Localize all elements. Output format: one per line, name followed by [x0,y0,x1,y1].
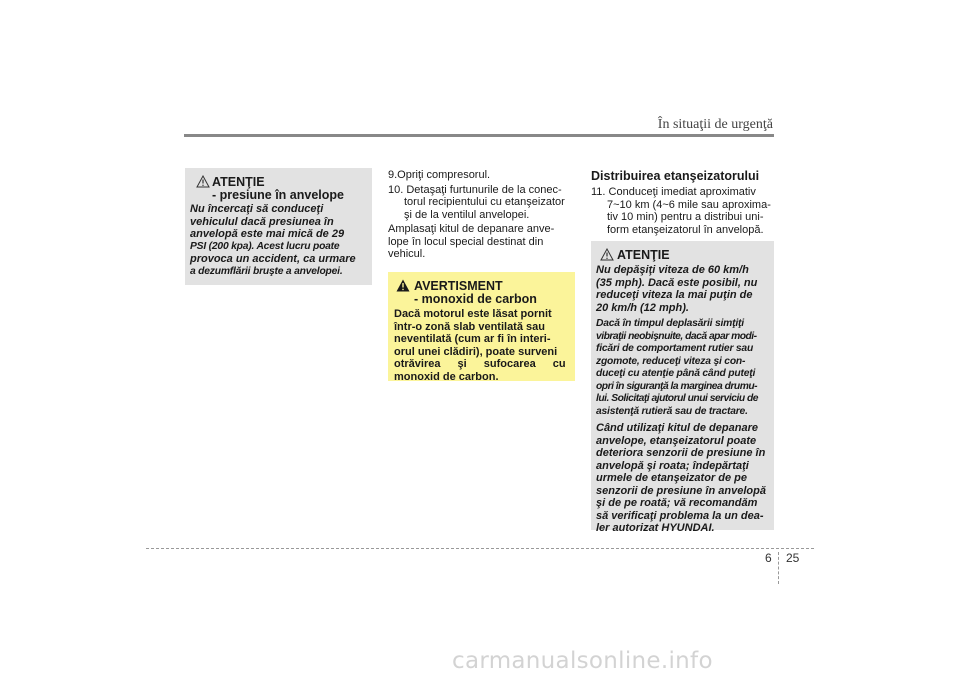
middle-column [388,169,574,261]
paragraph-line: vehicul. [388,248,426,260]
caution-line: duceţi cu atenţie până când puteţi [596,368,756,379]
step-11-line: form etanşeizatorul în anvelopă. [607,223,764,236]
step-10-line: şi de la ventilul anvelopei. [404,208,530,221]
step-11-line: tiv 10 min) pentru a distribui uni- [607,211,764,223]
paragraph-line: Amplasaţi kitul de depanare anve- [388,223,555,235]
caution-box-sealant [591,241,774,534]
caution-subtitle: - presiune în anvelope [212,188,344,202]
warning-text [394,308,570,383]
caution-line: deteriora senzorii de presiune în [596,447,766,459]
caution-line: reduceţi viteza la mai puţin de [596,289,753,301]
caution-line: Dacă în timpul deplasării simţiţi [596,318,744,329]
warning-line: monoxid de carbon. [394,370,499,383]
caution-triangle-icon [600,248,614,261]
footer-rule [146,548,814,549]
warning-box-carbon-monoxide [388,272,575,381]
caution-title: ATENŢIE [212,175,265,189]
warning-subtitle: - monoxid de carbon [414,292,537,306]
warning-line: într-o zonă slab ventilată sau [394,320,545,333]
caution-line: vibraţii neobişnuite, dacă apar modi- [596,330,757,342]
step-9: 9.Opriţi compresorul. [388,169,491,181]
caution-line: lui. Solicitaţi ajutorul unui serviciu de [596,393,759,404]
page-number-separator [778,552,779,584]
caution-line: ficări de comportament rutier sau [596,343,754,354]
caution-line: provoca un accident, ca urmare [190,253,356,265]
caution-line: să verificaţi problema la un dea- [596,509,764,522]
warning-line: otrăvirea şi sufocarea cu [394,358,566,370]
warning-line: neventilată (cum ar fi în interi- [394,333,551,345]
warning-triangle-icon [396,279,410,292]
caution-triangle-icon [196,175,210,188]
caution-line: (35 mph). Dacă este posibil, nu [596,276,758,289]
step-11 [591,186,777,236]
section-heading: Distribuirea etanşeizatorului [591,169,760,183]
watermark: carmanualsonline.info [452,648,713,674]
section-title: În situaţii de urgenţă [657,117,773,132]
caution-line: anvelopă şi roata; îndepărtaţi [596,459,749,472]
caution-line: anvelopă este mai mică de 29 [190,228,345,240]
caution-line: 20 km/h (12 mph). [596,301,689,314]
step-10-line: 10. Detaşaţi furtunurile de la conec- [388,183,562,196]
warning-line: orul unei clădiri), poate surveni [394,345,558,358]
caution-box-tire-pressure [185,168,372,285]
caution-line: a dezumflării bruşte a anvelopei. [190,265,343,277]
caution-text [596,264,770,535]
caution-line: anvelope, etanşeizatorul poate [596,434,757,447]
caution-line: Când utilizaţi kitul de depanare [596,422,758,434]
header-rule [184,134,774,137]
caution-line: Nu depăşiţi viteza de 60 km/h [596,264,749,276]
paragraph-line: lope în locul special destinat din [388,235,544,248]
step-10-line: torul recipientului cu etanşeizator [404,196,565,208]
caution-line: Nu încercaţi să conduceţi [190,203,324,215]
warning-line: Dacă motorul este lăsat pornit [394,308,552,320]
caution-line: PSI (200 kpa). Acest lucru poate [190,240,340,252]
caution-line: zgomote, reduceţi viteza şi con- [596,355,746,367]
page-number: 25 [786,551,800,565]
caution-title: ATENŢIE [617,248,670,262]
caution-line: opri în siguranţă la marginea drumu- [596,380,758,392]
chapter-number: 6 [765,551,772,565]
caution-line: urmele de etanşeizator de pe [596,472,747,484]
caution-line: şi de pe roată; vă recomandăm [596,497,758,509]
caution-line: asistenţă rutieră sau de tractare. [596,405,748,417]
caution-line: vehiculul dacă presiunea în [190,215,334,228]
step-11-line: 7~10 km (4~6 mile sau aproxima- [607,198,771,211]
step-11-line: 11. Conduceţi imediat aproximativ [591,186,756,198]
caution-line: senzorii de presiune în anvelopă [596,484,766,497]
caution-line: ler autorizat HYUNDAI. [596,522,715,534]
warning-title: AVERTISMENT [414,279,503,293]
caution-text [190,203,368,278]
